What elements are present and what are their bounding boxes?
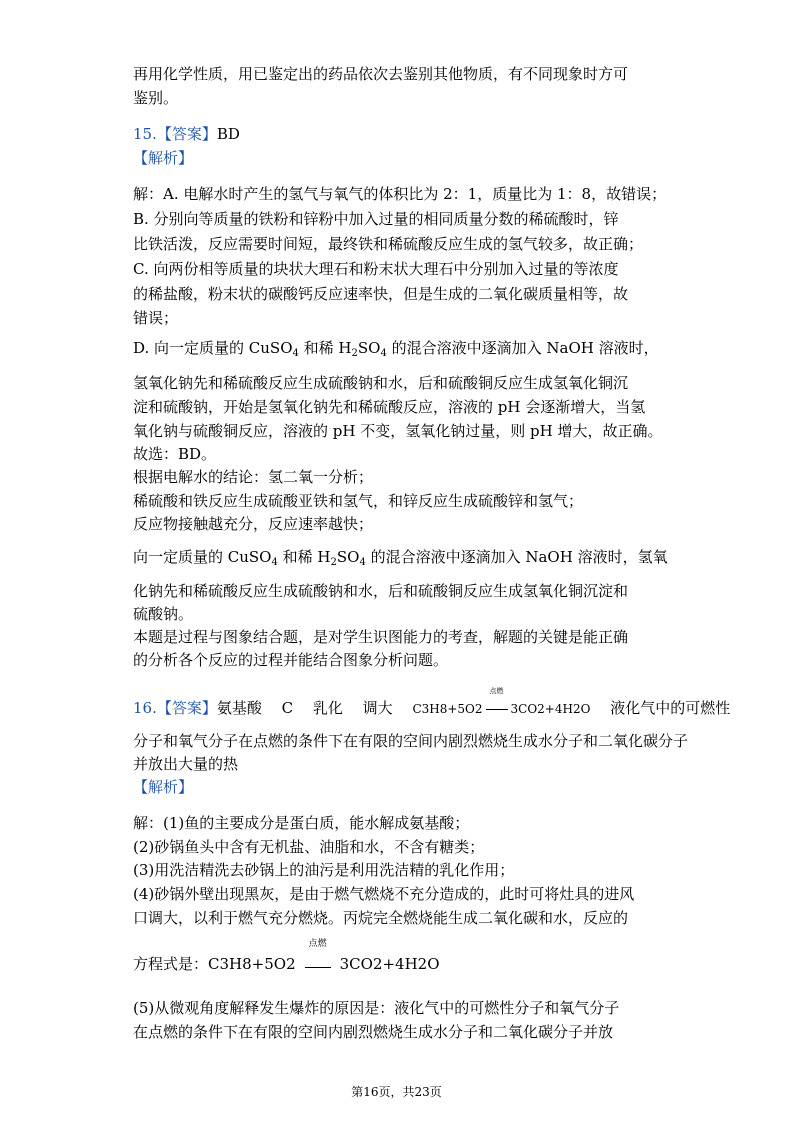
intro-line-1: 再用化学性质，用已鉴定出的药品依次去鉴别其他物质，有不同现象时方可 xyxy=(133,65,629,83)
subscript: 4 xyxy=(271,557,278,568)
q16-answer-words: 氨基酸 C 乳化 调大 xyxy=(216,699,413,717)
condition-text: 点燃 xyxy=(308,939,327,949)
q15-answer-line xyxy=(133,123,240,145)
q16-answer-line xyxy=(133,687,731,719)
reaction-condition xyxy=(483,687,511,719)
page-footer: 第16页，共23页 xyxy=(351,1085,442,1099)
q15-d-line xyxy=(133,337,659,359)
q15-line: 氧化钠与硫酸铜反应，溶液的 pH 不变，氢氧化钠过量，则 pH 增大，故正确。 xyxy=(133,422,663,440)
q16-number: 16. xyxy=(133,699,157,717)
q16-line: (2)砂锅鱼头中含有无机盐、油脂和水，不含有糖类； xyxy=(133,838,485,856)
subscript: 4 xyxy=(359,557,366,568)
q16-line: (3)用洗洁精洗去砂锅上的油污是利用洗洁精的乳化作用； xyxy=(133,861,515,879)
text-segment: 和稀 H xyxy=(298,339,352,357)
equation-right: 3CO2+4H2O xyxy=(339,955,440,973)
q15-d-line-2 xyxy=(133,546,668,568)
q15-line: 反应物接触越充分，反应速率越快； xyxy=(133,515,374,533)
text-segment: 的混合溶液中逐滴加入 NaOH 溶液时，氢氧 xyxy=(365,548,668,566)
intro-line-2: 鉴别。 xyxy=(133,89,179,107)
equals-bar xyxy=(305,967,331,968)
text-segment: SO xyxy=(357,339,381,357)
q15-line: 稀硫酸和铁反应生成硫酸亚铁和氢气，和锌反应生成硫酸锌和氢气； xyxy=(133,492,584,510)
reaction-condition xyxy=(296,939,340,975)
q15-line: 化钠先和稀硫酸反应生成硫酸钠和水，后和硫酸铜反应生成氢氧化铜沉淀和 xyxy=(133,582,629,600)
q15-line: C. 向两份相等质量的块状大理石和粉末状大理石中分别加入过量的等浓度 xyxy=(133,260,619,278)
q16-answer-line-2: 分子和氧气分子在点燃的条件下在有限的空间内剧烈燃烧生成水分子和二氧化碳分子 xyxy=(133,732,689,750)
q16-line: (5)从微观角度解释发生爆炸的原因是：液化气中的可燃性分子和氧气分子 xyxy=(133,999,620,1017)
text-segment: D. 向一定质量的 CuSO xyxy=(133,339,293,357)
subscript: 2 xyxy=(351,348,358,359)
subscript: 4 xyxy=(380,348,387,359)
text-segment: 和稀 H xyxy=(277,548,331,566)
q16-equation-line xyxy=(133,939,440,975)
q15-analysis-tag: 【解析】 xyxy=(133,149,194,167)
q15-line: 硫酸钠。 xyxy=(133,605,194,623)
q15-line: 解：A. 电解水时产生的氢气与氧气的体积比为 2：1，质量比为 1：8，故错误； xyxy=(133,185,667,203)
text-segment: SO xyxy=(336,548,360,566)
q16-line: 口调大，以利于燃气充分燃烧。丙烷完全燃烧能生成二氧化碳和水，反应的 xyxy=(133,909,629,927)
text-segment: 向一定质量的 CuSO xyxy=(133,548,272,566)
q15-line: 的稀盐酸，粉末状的碳酸钙反应速率快，但是生成的二氧化碳质量相等，故 xyxy=(133,285,629,303)
subscript: 2 xyxy=(330,557,337,568)
q16-answer-tail: 液化气中的可燃性 xyxy=(590,699,731,717)
equation-left: C3H8+5O2 xyxy=(208,955,296,973)
text-segment: 的混合溶液中逐滴加入 NaOH 溶液时， xyxy=(386,339,659,357)
q15-line: 故选：BD。 xyxy=(133,445,217,463)
q15-line: 根据电解水的结论：氢二氧一分析； xyxy=(133,468,374,486)
q15-line: B. 分别向等质量的铁粉和锌粉中加入过量的相同质量分数的稀硫酸时，锌 xyxy=(133,210,619,228)
q16-analysis-tag: 【解析】 xyxy=(133,778,194,796)
q16-equation-left: C3H8+5O2 xyxy=(412,702,483,716)
q15-line: 本题是过程与图象结合题，是对学生识图能力的考查，解题的关键是能正确 xyxy=(133,628,629,646)
q16-answer-line-3: 并放出大量的热 xyxy=(133,755,239,773)
q16-line: 在点燃的条件下在有限的空间内剧烈燃烧生成水分子和二氧化碳分子并放 xyxy=(133,1023,614,1041)
q15-answer-tag: 【答案】 xyxy=(156,125,217,143)
equals-bar xyxy=(486,709,508,710)
q16-answer-tag: 【答案】 xyxy=(156,699,217,717)
q15-line: 淀和硫酸钠，开始是氢氧化钠先和稀硫酸反应，溶液的 pH 会逐渐增大，当氢 xyxy=(133,398,646,416)
q15-line: 的分析各个反应的过程并能结合图象分析问题。 xyxy=(133,651,449,669)
subscript: 4 xyxy=(292,348,299,359)
q16-line: (4)砂锅外壁出现黑灰，是由于燃气燃烧不充分造成的，此时可将灶具的进风 xyxy=(133,885,635,903)
q16-line: 解：(1)鱼的主要成分是蛋白质，能水解成氨基酸； xyxy=(133,814,470,832)
q15-line: 氢氧化钠先和稀硫酸反应生成硫酸钠和水，后和硫酸铜反应生成氢氧化铜沉 xyxy=(133,374,629,392)
q15-line: 错误； xyxy=(133,309,179,327)
q16-equation-right: 3CO2+4H2O xyxy=(510,702,591,716)
text-segment: 方程式是： xyxy=(133,955,209,973)
q15-number: 15. xyxy=(133,125,157,143)
q15-answer: BD xyxy=(216,125,240,143)
q15-line: 比铁活泼，反应需要时间短，最终铁和稀硫酸反应生成的氢气较多，故正确； xyxy=(133,235,644,253)
condition-text: 点燃 xyxy=(489,687,504,695)
